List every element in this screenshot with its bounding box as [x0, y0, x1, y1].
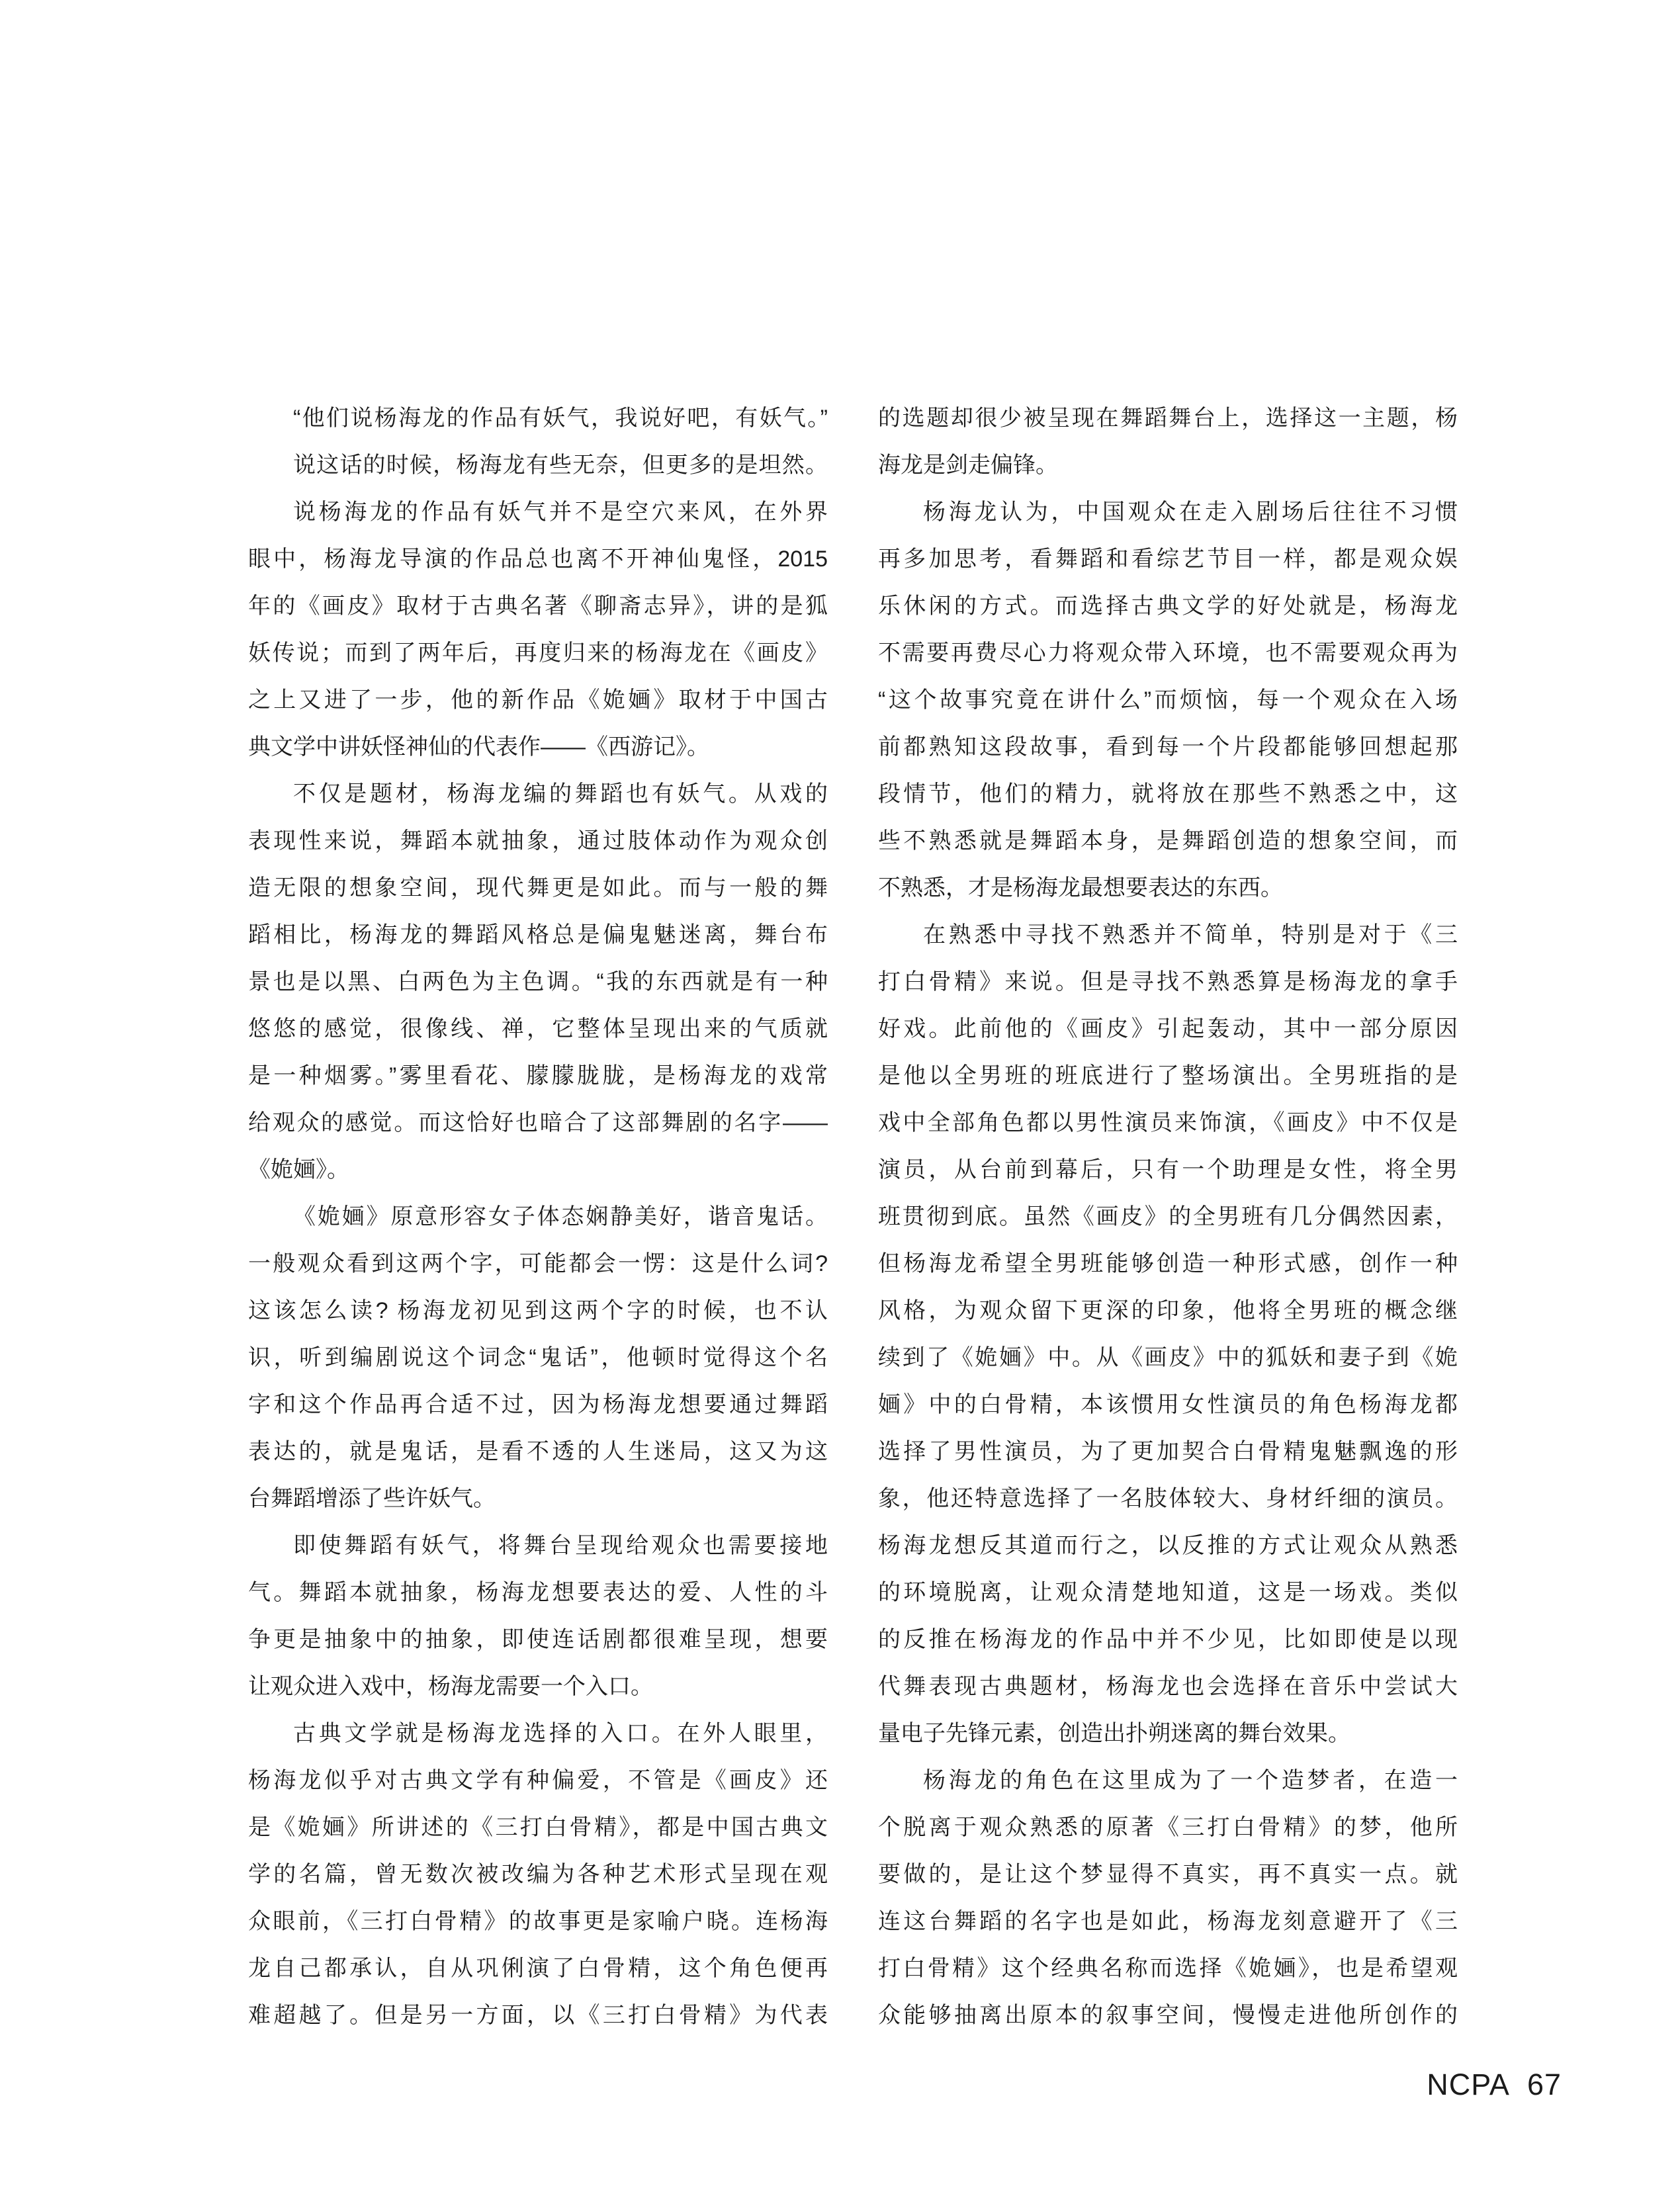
text-line: 些不熟悉就是舞蹈本身，是舞蹈创造的想象空间，而	[878, 828, 1458, 853]
text-line: 妖传说；而到了两年后，再度归来的杨海龙在《画皮》	[248, 640, 828, 666]
text-line: 打白骨精》来说。但是寻找不熟悉算是杨海龙的拿手	[878, 969, 1458, 994]
text-line: 《姽婳》原意形容女子体态娴静美好，谐音鬼话。	[293, 1204, 828, 1229]
text-line: 乐休闲的方式。而选择古典文学的好处就是，杨海龙	[878, 593, 1458, 619]
text-line: 再多加思考，看舞蹈和看综艺节目一样，都是观众娱	[878, 547, 1458, 572]
text-line: 年的《画皮》取材于古典名著《聊斋志异》，讲的是狐	[248, 593, 828, 619]
text-line: 代舞表现古典题材，杨海龙也会选择在音乐中尝试大	[878, 1674, 1458, 1699]
text-line: 个脱离于观众熟悉的原著《三打白骨精》的梦，他所	[878, 1815, 1458, 1840]
text-line: 不熟悉，才是杨海龙最想要表达的东西。	[878, 875, 1283, 900]
text-line: 但杨海龙希望全男班能够创造一种形式感，创作一种	[878, 1251, 1458, 1276]
text-line: 不仅是题材，杨海龙编的舞蹈也有妖气。从戏的	[293, 781, 828, 807]
text-line: 造无限的想象空间，现代舞更是如此。而与一般的舞	[248, 875, 828, 900]
text-line: 的反推在杨海龙的作品中并不少见，比如即使是以现	[878, 1627, 1458, 1652]
footer-page-number: 67	[1526, 2068, 1562, 2101]
text-line: 杨海龙想反其道而行之，以反推的方式让观众从熟悉	[878, 1533, 1458, 1558]
text-line: 连这台舞蹈的名字也是如此，杨海龙刻意避开了《三	[878, 1909, 1458, 1934]
text-line: 好戏。此前他的《画皮》引起轰动，其中一部分原因	[878, 1016, 1458, 1041]
text-line: 争更是抽象中的抽象，即使连话剧都很难呈现，想要	[248, 1627, 828, 1652]
text-line: 说这话的时候，杨海龙有些无奈，但更多的是坦然。	[293, 453, 828, 478]
text-line: 难超越了。但是另一方面，以《三打白骨精》为代表	[248, 2003, 828, 2028]
text-line: 打白骨精》这个经典名称而选择《姽婳》，也是希望观	[878, 1956, 1458, 1981]
text-line: 风格，为观众留下更深的印象，他将全男班的概念继	[878, 1298, 1458, 1323]
text-line: 古典文学就是杨海龙选择的入口。在外人眼里，	[293, 1721, 828, 1746]
text-line: 婳》中的白骨精，本该惯用女性演员的角色杨海龙都	[878, 1392, 1458, 1417]
text-line: 量电子先锋元素，创造出扑朔迷离的舞台效果。	[878, 1721, 1350, 1746]
text-line: 象，他还特意选择了一名肢体较大、身材纤细的演员。	[878, 1486, 1458, 1511]
text-line: 在熟悉中寻找不熟悉并不简单，特别是对于《三	[923, 922, 1458, 947]
text-line: 选择了男性演员，为了更加契合白骨精鬼魅飘逸的形	[878, 1439, 1458, 1464]
text-line: 不需要再费尽心力将观众带入环境，也不需要观众再为	[878, 640, 1458, 666]
text-line: 是他以全男班的班底进行了整场演出。全男班指的是	[878, 1063, 1458, 1088]
text-line: 气。舞蹈本就抽象，杨海龙想要表达的爱、人性的斗	[248, 1580, 828, 1605]
article-column-left	[248, 395, 828, 2039]
text-line: 段情节，他们的精力，就将放在那些不熟悉之中，这	[878, 781, 1458, 807]
text-line: 杨海龙的角色在这里成为了一个造梦者，在造一	[923, 1768, 1458, 1793]
text-line: 表达的，就是鬼话，是看不透的人生迷局，这又为这	[248, 1439, 828, 1464]
text-line: 《姽婳》。	[248, 1157, 349, 1182]
text-line: 杨海龙似乎对古典文学有种偏爱，不管是《画皮》还	[248, 1768, 828, 1793]
text-line: 是一种烟雾。”雾里看花、朦朦胧胧，是杨海龙的戏常	[248, 1063, 828, 1088]
text-line: 一般观众看到这两个字，可能都会一愣：这是什么词?	[248, 1251, 828, 1276]
text-line: 典文学中讲妖怪神仙的代表作——《西游记》。	[248, 734, 709, 760]
text-line: 蹈相比，杨海龙的舞蹈风格总是偏鬼魅迷离，舞台布	[248, 922, 828, 947]
text-line: 台舞蹈增添了些许妖气。	[248, 1486, 496, 1511]
text-line: 之上又进了一步，他的新作品《姽婳》取材于中国古	[248, 687, 828, 713]
text-line: 识，听到编剧说这个词念“鬼话”，他顿时觉得这个名	[248, 1345, 828, 1370]
article-column-right	[878, 395, 1458, 2039]
text-line: 景也是以黑、白两色为主色调。“我的东西就是有一种	[248, 969, 828, 994]
text-line: 是《姽婳》所讲述的《三打白骨精》，都是中国古典文	[248, 1815, 828, 1840]
text-line: 说杨海龙的作品有妖气并不是空穴来风，在外界	[293, 500, 828, 525]
text-line: 班贯彻到底。虽然《画皮》的全男班有几分偶然因素，	[878, 1204, 1458, 1229]
text-line: 眼中，杨海龙导演的作品总也离不开神仙鬼怪，2015	[248, 547, 828, 572]
text-line: 续到了《姽婳》中。从《画皮》中的狐妖和妻子到《姽	[878, 1345, 1458, 1370]
text-line: 前都熟知这段故事，看到每一个片段都能够回想起那	[878, 734, 1458, 760]
text-line: 的环境脱离，让观众清楚地知道，这是一场戏。类似	[878, 1580, 1458, 1605]
text-line: 演员，从台前到幕后，只有一个助理是女性，将全男	[878, 1157, 1458, 1182]
text-line: 杨海龙认为，中国观众在走入剧场后往往不习惯	[923, 500, 1458, 525]
text-line: 让观众进入戏中，杨海龙需要一个入口。	[248, 1674, 653, 1699]
text-line: 要做的，是让这个梦显得不真实，再不真实一点。就	[878, 1862, 1458, 1887]
page-footer	[1427, 2070, 1562, 2099]
text-line: 学的名篇，曾无数次被改编为各种艺术形式呈现在观	[248, 1862, 828, 1887]
footer-brand: NCPA	[1427, 2068, 1510, 2101]
text-line: 众眼前，《三打白骨精》的故事更是家喻户晓。连杨海	[248, 1909, 828, 1934]
text-line: 戏中全部角色都以男性演员来饰演，《画皮》中不仅是	[878, 1110, 1458, 1135]
text-line: 这该怎么读? 杨海龙初见到这两个字的时候，也不认	[248, 1298, 828, 1323]
text-line: 字和这个作品再合适不过，因为杨海龙想要通过舞蹈	[248, 1392, 828, 1417]
text-line: 龙自己都承认，自从巩俐演了白骨精，这个角色便再	[248, 1956, 828, 1981]
text-line: 海龙是剑走偏锋。	[878, 453, 1058, 478]
text-line: 的选题却很少被呈现在舞蹈舞台上，选择这一主题，杨	[878, 406, 1458, 431]
text-line: 即使舞蹈有妖气，将舞台呈现给观众也需要接地	[293, 1533, 828, 1558]
text-line: 表现性来说，舞蹈本就抽象，通过肢体动作为观众创	[248, 828, 828, 853]
text-line: “这个故事究竟在讲什么”而烦恼，每一个观众在入场	[878, 687, 1458, 713]
text-line: 悠悠的感觉，很像线、禅，它整体呈现出来的气质就	[248, 1016, 828, 1041]
text-line: 给观众的感觉。而这恰好也暗合了这部舞剧的名字——	[248, 1110, 828, 1135]
text-line: “他们说杨海龙的作品有妖气，我说好吧，有妖气。”	[293, 406, 828, 431]
text-line: 众能够抽离出原本的叙事空间，慢慢走进他所创作的	[878, 2003, 1458, 2028]
